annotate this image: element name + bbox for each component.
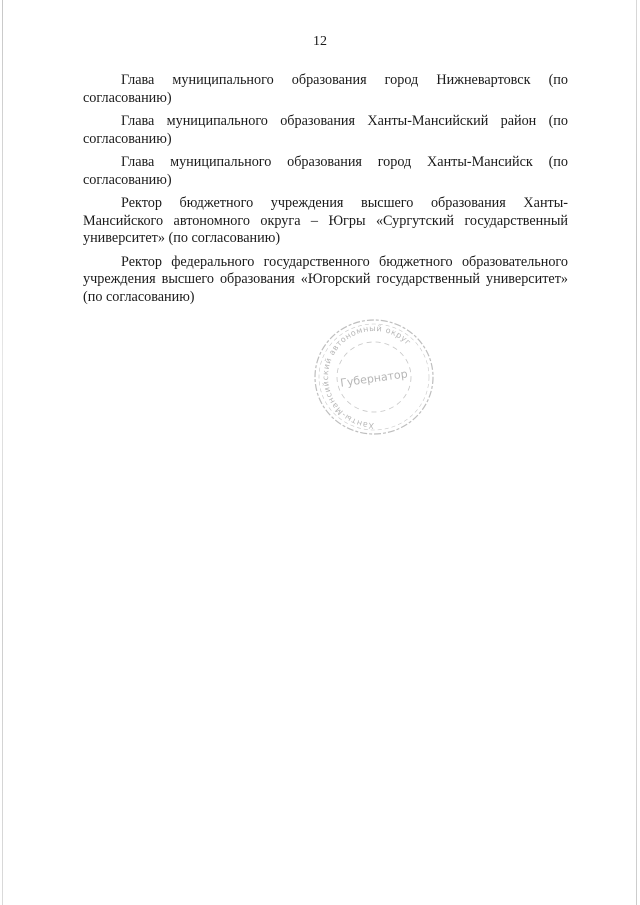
scan-edge-left: [2, 0, 3, 905]
stamp-ring-text: Ханты-Мансийский автономный округ: [321, 323, 413, 431]
official-seal-stamp: [311, 316, 437, 438]
scan-edge-right: [636, 0, 637, 905]
paragraph-yugra-university: Ректор федерального государственного бюджетного образовательного учреждения высшего образования «Югорский государственный университет» (по согласованию): [83, 253, 568, 305]
paragraph-khanty-mansiysk-district: Глава муниципального образования Ханты-Мансийский район (по согласованию): [83, 113, 568, 147]
stamp-center-text: Губернатор: [339, 367, 409, 390]
paragraph-nizhnevartovsk: Глава муниципального образования город Нижневартовск (по согласованию): [83, 72, 568, 106]
page-number: 12: [313, 34, 327, 49]
document-body: [83, 72, 568, 312]
paragraph-surgut-university: Ректор бюджетного учреждения высшего образования Ханты-Мансийского автономного округа – Югры «Сургутский государственный университет» (по согласованию): [83, 195, 568, 246]
paragraph-khanty-mansiysk-city: Глава муниципального образования город Ханты-Мансийск (по согласованию): [83, 154, 568, 188]
